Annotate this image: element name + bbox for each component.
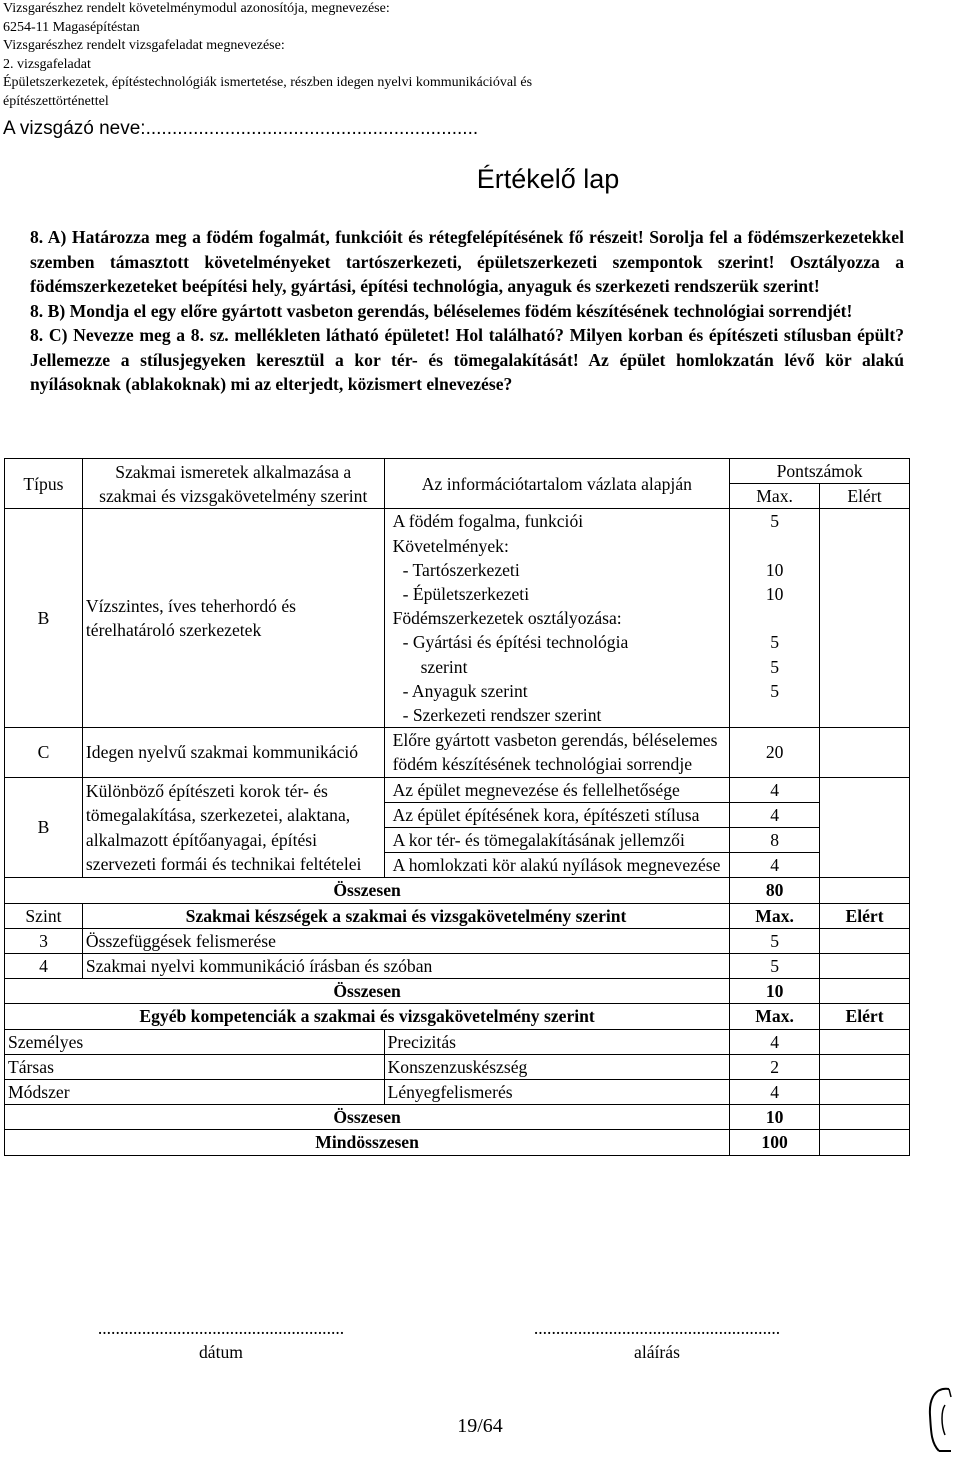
- row-info-line: - Épületszerkezeti: [402, 584, 530, 605]
- skill-achieved: [820, 928, 910, 953]
- page-number: 19/64: [457, 1415, 503, 1437]
- candidate-name-line: A vizsgázó neve:...............................................................: [3, 118, 479, 139]
- page-title: [0, 164, 960, 195]
- sum-value: 10: [730, 1105, 820, 1130]
- row-max-value: 5: [770, 632, 779, 653]
- row-info-line: Követelmények:: [392, 535, 509, 556]
- group3-professional: Különböző építészeti korok tér- és tömegalakítása, szerkezetei, alaktana, alkalmazott építőanyagai, építési szervezeti formái és technikai feltételei: [82, 777, 384, 878]
- skill-level: 4: [5, 954, 83, 979]
- group3-type: B: [5, 777, 83, 878]
- competency-max: 4: [730, 1080, 820, 1105]
- group1-professional: Vízszintes, íves teherhordó és térelhatároló szerkezetek: [82, 509, 384, 728]
- evaluation-table: [4, 458, 910, 1156]
- task-description: [30, 225, 904, 397]
- competency-name: Lényegfelismerés: [384, 1080, 730, 1105]
- row-info: A födém fogalma, funkciói: [384, 509, 730, 534]
- group1-type: B: [5, 509, 83, 728]
- competency-max: 2: [730, 1054, 820, 1079]
- signature-dots: ........................................................: [533, 1318, 781, 1338]
- header-achieved: Elért: [820, 903, 910, 928]
- row-max: 4: [730, 777, 820, 802]
- page-title-text: Értékelő lap: [476, 164, 620, 194]
- date-label: dátum: [199, 1342, 243, 1362]
- header-type: Típus: [5, 459, 83, 509]
- task-b: 8. B) Mondja el egy előre gyártott vasbeton gerendás, béléselemes födém készítésének technológiai sorrendjét!: [30, 300, 853, 321]
- task-c: 8. C) Nevezze meg a 8. sz. mellékleten látható épületet! Hol található? Milyen korban és építészeti stílusban épült? Jellemezze a stílusjegyeken keresztül a kor tér- és tömegalakítását! Az épület homlokzatán lévő kör alakú nyílásoknak (ablakoknak) mi az elterjedt, közismert elnevezése?: [30, 325, 904, 394]
- publisher-logo-icon: [925, 1385, 957, 1457]
- row-info-line: - Tartószerkezeti: [402, 559, 520, 580]
- header-line: Vizsgarészhez rendelt követelménymodul azonosítója, megnevezése:: [3, 1, 390, 16]
- document-header: [3, 0, 532, 111]
- skill-level: 3: [5, 928, 83, 953]
- header-info: Az információtartalom vázlata alapján: [384, 459, 730, 509]
- competency-category: Társas: [5, 1054, 385, 1079]
- row-max-value: 10: [765, 559, 784, 580]
- competency-name: Konszenzuskészség: [384, 1054, 730, 1079]
- header-competencies: Egyéb kompetenciák a szakmai és vizsgakövetelmény szerint: [5, 1004, 730, 1029]
- header-line: építészettörténettel: [3, 93, 109, 109]
- row-info: [384, 534, 730, 607]
- date-dots: ........................................................: [97, 1318, 345, 1338]
- row-info: [384, 606, 730, 728]
- row-info-line: szerint: [420, 656, 468, 677]
- row-info-line: - Szerkezeti rendszer szerint: [402, 705, 602, 726]
- header-line: 6254-11 Magasépítéstan: [3, 19, 140, 35]
- row-max-value: 10: [765, 584, 784, 605]
- row-max: 20: [730, 728, 820, 777]
- header-skills: Szakmai készségek a szakmai és vizsgakövetelmény szerint: [82, 903, 729, 928]
- row-max: 5: [730, 509, 820, 534]
- group2-professional: Idegen nyelvű szakmai kommunikáció: [82, 728, 384, 777]
- task-a: 8. A) Határozza meg a födém fogalmát, funkcióit és rétegfelépítésének fő részeit! Sorolja fel a födémszerkezetekkel szemben támasztott követelményeket tartószerkezeti, épületszerkezeti szempontok szerint! Osztályozza a födémszerkezeteket beépítési hely, gyártási, építési technológia, anyaguk és szerkezeti rendszerük szerint!: [30, 227, 904, 296]
- competency-name: Precizitás: [384, 1029, 730, 1054]
- row-max: [730, 534, 820, 607]
- row-max: 8: [730, 828, 820, 853]
- competency-achieved: [820, 1080, 910, 1105]
- sum-label: Összesen: [5, 1105, 730, 1130]
- sum-achieved: [820, 878, 910, 903]
- competency-category: Módszer: [5, 1080, 385, 1105]
- sum-label: Összesen: [5, 878, 730, 903]
- header-line: 2. vizsgafeladat: [3, 56, 91, 72]
- grand-total-value: 100: [730, 1130, 820, 1155]
- competency-max: 4: [730, 1029, 820, 1054]
- row-info-line: - Anyaguk szerint: [402, 680, 528, 701]
- header-level: Szint: [5, 903, 83, 928]
- row-info-line: Födémszerkezetek osztályozása:: [392, 608, 622, 629]
- header-professional: Szakmai ismeretek alkalmazása a szakmai és vizsgakövetelmény szerint: [82, 459, 384, 509]
- signature-label: aláírás: [634, 1342, 680, 1362]
- skill-max: 5: [730, 954, 820, 979]
- row-achieved: [820, 509, 910, 728]
- competency-category: Személyes: [5, 1029, 385, 1054]
- row-achieved: [820, 728, 910, 777]
- sum-value: 80: [730, 878, 820, 903]
- date-block: [86, 1316, 356, 1364]
- row-info: Az épület építésének kora, építészeti stílusa: [384, 802, 730, 827]
- header-achieved: Elért: [820, 1004, 910, 1029]
- row-info: Előre gyártott vasbeton gerendás, béléselemes födém készítésének technológiai sorrendje: [384, 728, 730, 777]
- header-max: Max.: [730, 484, 820, 509]
- group2-type: C: [5, 728, 83, 777]
- row-info: A kor tér- és tömegalakításának jellemzői: [384, 828, 730, 853]
- row-max-value: 5: [770, 680, 779, 701]
- skill-name: Összefüggések felismerése: [82, 928, 729, 953]
- competency-achieved: [820, 1054, 910, 1079]
- row-info: Az épület megnevezése és fellelhetősége: [384, 777, 730, 802]
- row-max: [730, 606, 820, 728]
- header-achieved: Elért: [820, 484, 910, 509]
- row-max-value: 5: [770, 656, 779, 677]
- header-max: Max.: [730, 903, 820, 928]
- header-max: Max.: [730, 1004, 820, 1029]
- grand-total-label: Mindösszesen: [5, 1130, 730, 1155]
- sum-label: Összesen: [5, 979, 730, 1004]
- row-achieved: [820, 777, 910, 878]
- header-line: Épületszerkezetek, építéstechnológiák ismertetése, részben idegen nyelvi kommunikációval és: [3, 75, 533, 90]
- row-max: 4: [730, 853, 820, 878]
- header-line: Vizsgarészhez rendelt vizsgafeladat megnevezése:: [3, 38, 285, 53]
- skill-name: Szakmai nyelvi kommunikáció írásban és szóban: [82, 954, 729, 979]
- header-points: Pontszámok: [730, 459, 910, 484]
- sum-achieved: [820, 979, 910, 1004]
- sum-achieved: [820, 1105, 910, 1130]
- skill-achieved: [820, 954, 910, 979]
- row-info-line: - Gyártási és építési technológia: [402, 632, 629, 653]
- row-max: 4: [730, 802, 820, 827]
- competency-achieved: [820, 1029, 910, 1054]
- grand-total-achieved: [820, 1130, 910, 1155]
- skill-max: 5: [730, 928, 820, 953]
- signature-block: [522, 1316, 792, 1364]
- row-info: A homlokzati kör alakú nyílások megnevezése: [384, 853, 730, 878]
- sum-value: 10: [730, 979, 820, 1004]
